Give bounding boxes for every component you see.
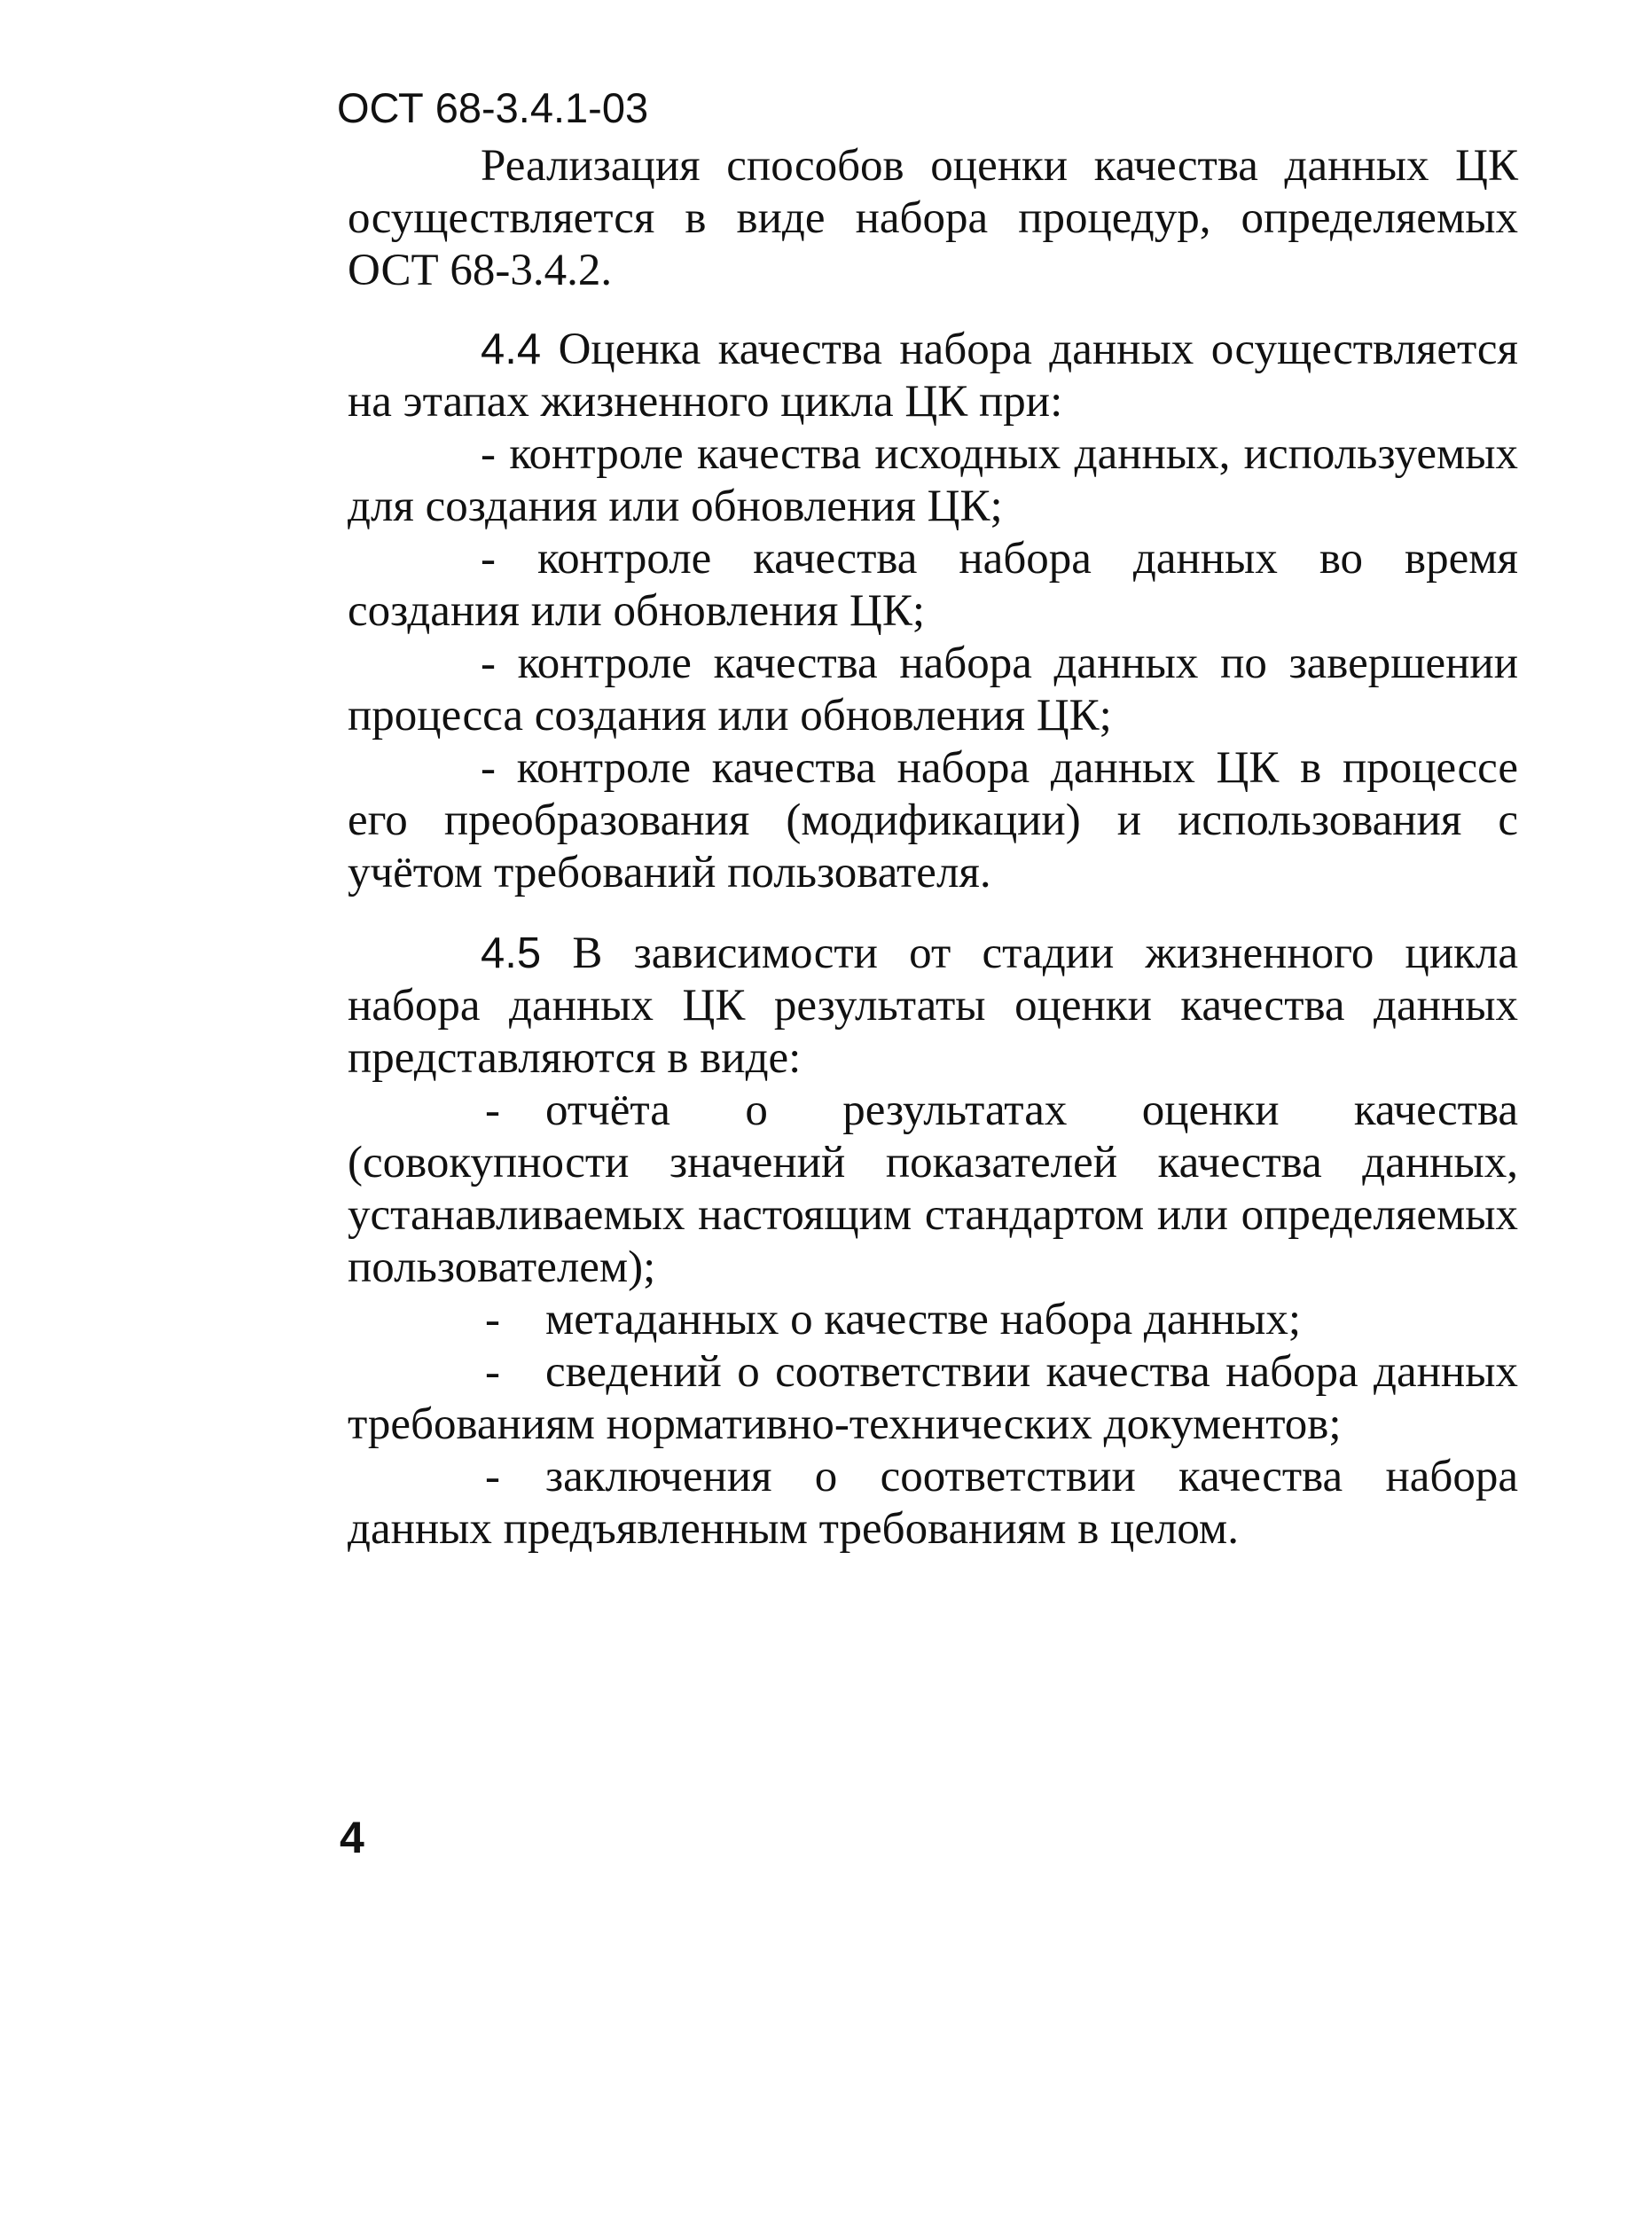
section-4-5 bbox=[348, 928, 1518, 1556]
section-4-5-item-text: сведений о соответствии качества набора данных требованиям нормативно-технических документов; bbox=[348, 1347, 1518, 1449]
intro-paragraph: Реализация способов оценки качества данных ЦК осуществляется в виде набора процедур, определяемых ОСТ 68-3.4.2. bbox=[348, 141, 1518, 295]
section-4-5-lead-text: В зависимости от стадии жизненного цикла набора данных ЦК результаты оценки качества данных представляются в виде: bbox=[348, 929, 1518, 1083]
page-number: 4 bbox=[340, 1813, 364, 1862]
section-4-4-number: 4.4 bbox=[481, 325, 542, 373]
section-4-5-item bbox=[348, 1085, 1518, 1294]
list-dash: - bbox=[485, 1347, 500, 1397]
section-4-5-item bbox=[348, 1346, 1518, 1451]
section-4-5-item-text: метаданных о качестве набора данных; bbox=[545, 1295, 1302, 1344]
section-4-5-item-text: отчёта о результатах оценки качества (совокупности значений показателей качества данных, устанавливаемых настоящим стандартом или определяемых пользователем); bbox=[348, 1085, 1518, 1292]
document-code-header: ОСТ 68-3.4.1-03 bbox=[337, 84, 649, 131]
section-4-4-lead-text: Оценка качества набора данных осуществляется на этапах жизненного цикла ЦК при: bbox=[348, 325, 1518, 427]
section-4-5-lead bbox=[348, 928, 1518, 1085]
section-4-5-number: 4.5 bbox=[481, 929, 542, 977]
section-4-4 bbox=[348, 324, 1518, 899]
section-4-4-item: - контроле качества набора данных во время создания или обновления ЦК; bbox=[348, 534, 1518, 636]
section-4-5-item bbox=[348, 1294, 1518, 1346]
section-4-5-item-text: заключения о соответствии качества набора данных предъявленным требованиям в целом. bbox=[348, 1452, 1518, 1554]
section-4-4-lead bbox=[348, 324, 1518, 428]
list-dash: - bbox=[485, 1295, 500, 1344]
list-dash: - bbox=[485, 1452, 500, 1501]
intro-section bbox=[348, 140, 1518, 297]
section-4-4-item: - контроле качества набора данных ЦК в процессе его преобразования (модификации) и использования с учётом требований пользователя. bbox=[348, 743, 1518, 897]
section-4-4-item: - контроле качества набора данных по завершении процесса создания или обновления ЦК; bbox=[348, 639, 1518, 741]
section-4-5-item bbox=[348, 1451, 1518, 1556]
section-4-4-item: - контроле качества исходных данных, используемых для создания или обновления ЦК; bbox=[348, 429, 1518, 531]
list-dash: - bbox=[485, 1085, 500, 1135]
